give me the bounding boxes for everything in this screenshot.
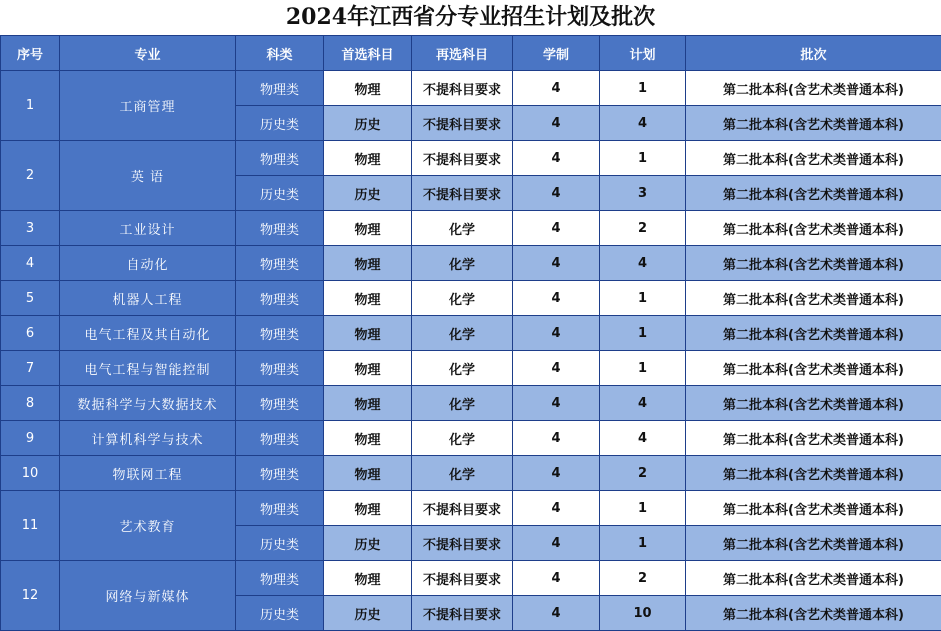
major-cell: 机器人工程 [60, 281, 236, 316]
table-row [1, 316, 941, 351]
second-subject-cell: 化学 [412, 421, 513, 456]
plan-cell: 4 [600, 421, 686, 456]
years-cell: 4 [513, 176, 600, 211]
plan-cell: 1 [600, 491, 686, 526]
seq-cell: 3 [1, 211, 60, 246]
years-cell: 4 [513, 211, 600, 246]
first-subject-cell: 物理 [324, 351, 412, 386]
years-cell: 4 [513, 316, 600, 351]
category-cell: 物理类 [236, 386, 324, 421]
header-plan: 计划 [600, 36, 686, 71]
first-subject-cell: 物理 [324, 491, 412, 526]
batch-cell: 第二批本科(含艺术类普通本科) [686, 491, 941, 526]
table-row [1, 71, 941, 106]
plan-cell: 1 [600, 71, 686, 106]
category-cell: 历史类 [236, 176, 324, 211]
second-subject-cell: 化学 [412, 351, 513, 386]
first-subject-cell: 物理 [324, 246, 412, 281]
category-cell: 历史类 [236, 526, 324, 561]
category-cell: 物理类 [236, 211, 324, 246]
table-body [1, 71, 941, 631]
header-second-subject: 再选科目 [412, 36, 513, 71]
plan-cell: 1 [600, 316, 686, 351]
header-major: 专业 [60, 36, 236, 71]
years-cell: 4 [513, 491, 600, 526]
second-subject-cell: 化学 [412, 456, 513, 491]
batch-cell: 第二批本科(含艺术类普通本科) [686, 351, 941, 386]
batch-cell: 第二批本科(含艺术类普通本科) [686, 596, 941, 631]
batch-cell: 第二批本科(含艺术类普通本科) [686, 526, 941, 561]
major-cell: 英 语 [60, 141, 236, 211]
plan-cell: 1 [600, 281, 686, 316]
page-title: 2024年江西省分专业招生计划及批次 [0, 0, 941, 35]
second-subject-cell: 不提科目要求 [412, 526, 513, 561]
header-row [1, 36, 941, 71]
years-cell: 4 [513, 456, 600, 491]
second-subject-cell: 不提科目要求 [412, 491, 513, 526]
batch-cell: 第二批本科(含艺术类普通本科) [686, 71, 941, 106]
major-cell: 工商管理 [60, 71, 236, 141]
seq-cell: 2 [1, 141, 60, 211]
first-subject-cell: 物理 [324, 141, 412, 176]
batch-cell: 第二批本科(含艺术类普通本科) [686, 246, 941, 281]
second-subject-cell: 化学 [412, 211, 513, 246]
category-cell: 物理类 [236, 141, 324, 176]
seq-cell: 12 [1, 561, 60, 631]
first-subject-cell: 历史 [324, 596, 412, 631]
second-subject-cell: 不提科目要求 [412, 141, 513, 176]
first-subject-cell: 物理 [324, 561, 412, 596]
category-cell: 物理类 [236, 71, 324, 106]
first-subject-cell: 历史 [324, 106, 412, 141]
seq-cell: 8 [1, 386, 60, 421]
first-subject-cell: 历史 [324, 176, 412, 211]
category-cell: 物理类 [236, 491, 324, 526]
second-subject-cell: 不提科目要求 [412, 176, 513, 211]
plan-cell: 1 [600, 526, 686, 561]
first-subject-cell: 历史 [324, 526, 412, 561]
major-cell: 工业设计 [60, 211, 236, 246]
years-cell: 4 [513, 71, 600, 106]
table-row [1, 561, 941, 596]
years-cell: 4 [513, 246, 600, 281]
major-cell: 电气工程与智能控制 [60, 351, 236, 386]
table-row [1, 491, 941, 526]
batch-cell: 第二批本科(含艺术类普通本科) [686, 106, 941, 141]
seq-cell: 4 [1, 246, 60, 281]
seq-cell: 5 [1, 281, 60, 316]
years-cell: 4 [513, 526, 600, 561]
category-cell: 历史类 [236, 596, 324, 631]
second-subject-cell: 不提科目要求 [412, 596, 513, 631]
plan-cell: 4 [600, 106, 686, 141]
second-subject-cell: 不提科目要求 [412, 71, 513, 106]
table-row [1, 386, 941, 421]
table-row [1, 141, 941, 176]
years-cell: 4 [513, 561, 600, 596]
category-cell: 物理类 [236, 456, 324, 491]
major-cell: 物联网工程 [60, 456, 236, 491]
batch-cell: 第二批本科(含艺术类普通本科) [686, 281, 941, 316]
batch-cell: 第二批本科(含艺术类普通本科) [686, 316, 941, 351]
plan-cell: 1 [600, 351, 686, 386]
table-row [1, 351, 941, 386]
seq-cell: 9 [1, 421, 60, 456]
years-cell: 4 [513, 141, 600, 176]
table-row [1, 281, 941, 316]
seq-cell: 10 [1, 456, 60, 491]
batch-cell: 第二批本科(含艺术类普通本科) [686, 176, 941, 211]
major-cell: 电气工程及其自动化 [60, 316, 236, 351]
table-row [1, 456, 941, 491]
enrollment-plan-table [0, 35, 941, 631]
seq-cell: 11 [1, 491, 60, 561]
second-subject-cell: 化学 [412, 386, 513, 421]
years-cell: 4 [513, 281, 600, 316]
plan-cell: 4 [600, 246, 686, 281]
second-subject-cell: 化学 [412, 246, 513, 281]
batch-cell: 第二批本科(含艺术类普通本科) [686, 141, 941, 176]
category-cell: 历史类 [236, 106, 324, 141]
first-subject-cell: 物理 [324, 386, 412, 421]
years-cell: 4 [513, 386, 600, 421]
category-cell: 物理类 [236, 281, 324, 316]
second-subject-cell: 不提科目要求 [412, 561, 513, 596]
major-cell: 自动化 [60, 246, 236, 281]
header-category: 科类 [236, 36, 324, 71]
major-cell: 数据科学与大数据技术 [60, 386, 236, 421]
first-subject-cell: 物理 [324, 421, 412, 456]
table-row [1, 211, 941, 246]
first-subject-cell: 物理 [324, 316, 412, 351]
second-subject-cell: 化学 [412, 281, 513, 316]
plan-cell: 10 [600, 596, 686, 631]
batch-cell: 第二批本科(含艺术类普通本科) [686, 421, 941, 456]
plan-cell: 2 [600, 456, 686, 491]
header-years: 学制 [513, 36, 600, 71]
second-subject-cell: 不提科目要求 [412, 106, 513, 141]
header-first-subject: 首选科目 [324, 36, 412, 71]
plan-cell: 4 [600, 386, 686, 421]
category-cell: 物理类 [236, 421, 324, 456]
batch-cell: 第二批本科(含艺术类普通本科) [686, 211, 941, 246]
category-cell: 物理类 [236, 316, 324, 351]
second-subject-cell: 化学 [412, 316, 513, 351]
header-seq: 序号 [1, 36, 60, 71]
batch-cell: 第二批本科(含艺术类普通本科) [686, 561, 941, 596]
years-cell: 4 [513, 596, 600, 631]
first-subject-cell: 物理 [324, 456, 412, 491]
category-cell: 物理类 [236, 561, 324, 596]
first-subject-cell: 物理 [324, 71, 412, 106]
batch-cell: 第二批本科(含艺术类普通本科) [686, 456, 941, 491]
seq-cell: 7 [1, 351, 60, 386]
plan-cell: 1 [600, 141, 686, 176]
table-row [1, 421, 941, 456]
major-cell: 艺术教育 [60, 491, 236, 561]
plan-cell: 3 [600, 176, 686, 211]
major-cell: 网络与新媒体 [60, 561, 236, 631]
first-subject-cell: 物理 [324, 211, 412, 246]
plan-cell: 2 [600, 561, 686, 596]
years-cell: 4 [513, 106, 600, 141]
plan-cell: 2 [600, 211, 686, 246]
major-cell: 计算机科学与技术 [60, 421, 236, 456]
seq-cell: 6 [1, 316, 60, 351]
batch-cell: 第二批本科(含艺术类普通本科) [686, 386, 941, 421]
years-cell: 4 [513, 351, 600, 386]
header-batch: 批次 [686, 36, 941, 71]
table-row [1, 246, 941, 281]
first-subject-cell: 物理 [324, 281, 412, 316]
years-cell: 4 [513, 421, 600, 456]
category-cell: 物理类 [236, 351, 324, 386]
category-cell: 物理类 [236, 246, 324, 281]
seq-cell: 1 [1, 71, 60, 141]
